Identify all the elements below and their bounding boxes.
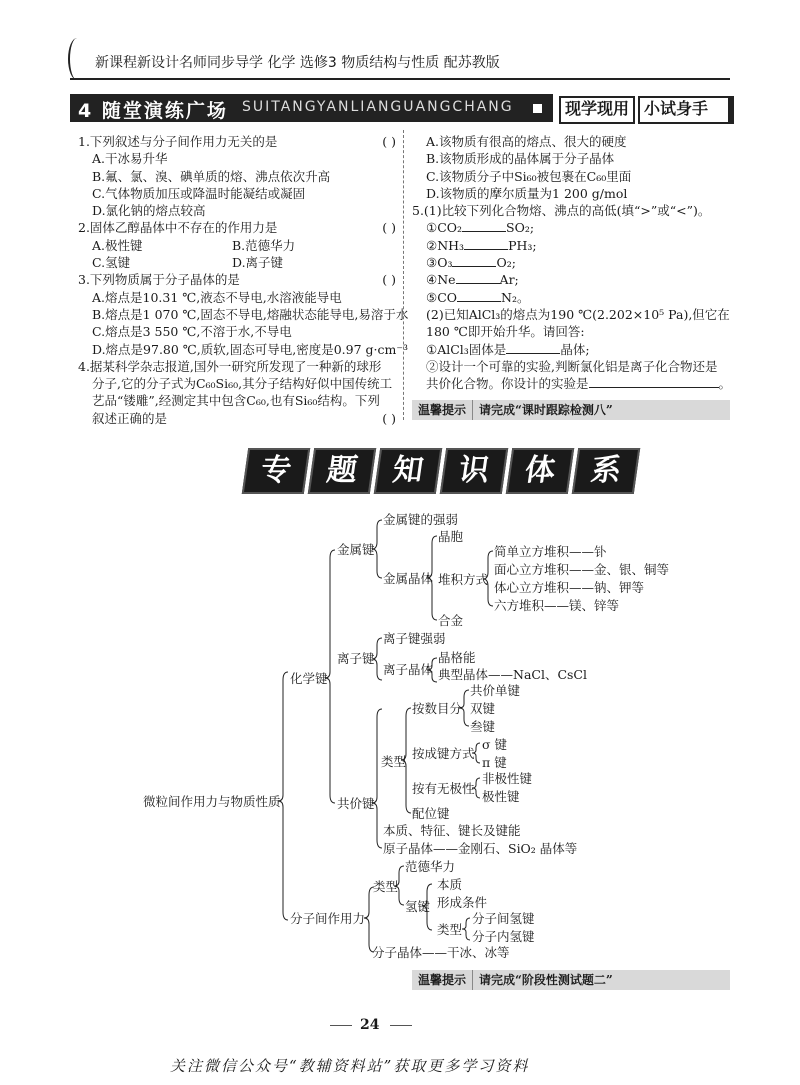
q4-option-c: C.该物质分子中Si₆₀被包裹在C₆₀里面 [426,168,632,184]
tree-hb-condition: 形成条件 [437,895,488,910]
tip-2-label: 温馨提示 [412,970,473,990]
tree-count-2: 双键 [470,701,496,716]
q1-answer-paren: ( ) [382,134,396,149]
knowledge-title-char: 专 [242,448,310,494]
q5-pair-2-a: ②NH₃ [426,237,465,253]
q5-part2-line1: (2)已知AlCl₃的熔点为190 ℃(2.202×10⁵ Pa),但它在 [426,306,730,322]
banner-tag-1: 现学现用 [559,96,635,124]
tree-essence: 本质、特征、键长及键能 [383,823,521,838]
q3-option-a: A.熔点是10.31 ℃,液态不导电,水溶液能导电 [92,289,342,305]
page-number: 24 [360,1017,380,1033]
tree-mode-1: σ 键 [482,737,508,752]
q5-sub2-text: 共价化合物。你设计的实验是 [426,376,589,392]
tree-hb-kind-1: 分子间氢键 [472,911,535,926]
tree-mode-2: π 键 [482,755,507,770]
q3-option-d: D.熔点是97.80 ℃,质软,固态可导电,密度是0.97 g·cm⁻³ [92,341,408,357]
q5-pair-5-a: ⑤CO [426,289,458,305]
knowledge-title-char: 识 [440,448,508,494]
tip-1-text: 请完成“课时跟踪检测八” [479,403,613,417]
tree-count-3: 叁键 [470,719,496,734]
q3-answer-paren: ( ) [382,272,396,288]
q4-line-3: 艺品“镂雕”,经测定其中包含C₆₀,也有Si₆₀结构。下列 [92,393,380,409]
q5-pair-3-b: O₂; [496,255,516,271]
tree-hbond: 氢键 [405,899,431,914]
q5-sub1-b: 晶体; [560,341,590,357]
tree-ionic-bond: 离子键 [337,651,375,666]
tree-packing-3: 体心立方堆积——钠、钾等 [494,580,645,595]
tree-hb-types: 类型 [437,922,463,937]
tree-by-mode: 按成键方式 [412,746,475,761]
tree-ionic-crystal: 离子晶体 [383,662,434,677]
tree-packing: 堆积方式 [438,572,489,587]
tree-hb-kind-2: 分子内氢键 [472,929,535,944]
page-number-rule-right [390,1025,412,1026]
tip-2-text: 请完成“阶段性测试题二” [479,973,613,987]
tree-packing-1: 简单立方堆积——钋 [494,544,607,559]
q2-option-b: B.范德华力 [232,237,296,253]
q4-answer-paren: ( ) [382,410,396,426]
tip-box-2 [412,970,730,990]
tree-atomic-crystal: 原子晶体——金刚石、SiO₂ 晶体等 [383,841,578,856]
tree-covalent: 共价键 [337,796,375,811]
tree-metal-bond: 金属键 [337,542,375,557]
tree-metal-crystal: 金属晶体 [383,571,434,586]
q2-option-d: D.离子键 [232,255,284,271]
knowledge-title-char: 题 [308,448,376,494]
q3-stem: 3.下列物质属于分子晶体的是 [78,272,240,288]
q4-option-b: B.该物质形成的晶体属于分子晶体 [426,151,615,167]
tree-alloy: 合金 [438,613,464,628]
q5-stem: 5.(1)比较下列化合物熔、沸点的高低(填“>”或“<”)。 [412,203,711,219]
q2-answer-paren: ( ) [382,220,396,236]
q2-stem: 2.固体乙醇晶体中不存在的作用力是 [78,220,278,236]
knowledge-title-char: 系 [572,448,640,494]
tree-lattice-energy: 晶格能 [438,650,476,665]
q4-option-a: A.该物质有很高的熔点、很大的硬度 [426,134,627,149]
tree-unit-cell: 晶胞 [438,529,464,544]
tree-ionic-strength: 离子键强弱 [383,631,446,646]
q5-part2-line2: 180 ℃即开始升华。请回答: [426,324,585,340]
knowledge-title-char: 知 [374,448,442,494]
q5-sub1-a: ①AlCl₃固体是 [426,341,507,357]
tree-packing-2: 面心立方堆积——金、银、铜等 [494,562,670,577]
q1-stem: 1.下列叙述与分子间作用力无关的是 [78,134,278,149]
tree-polarity-2: 极性键 [482,789,520,804]
q1-option-a: A.干冰易升华 [92,151,168,167]
tree-by-polarity: 按有无极性 [412,781,475,796]
tree-im-types: 类型 [373,879,399,894]
q2-option-a: A.极性键 [92,237,143,253]
q3-option-c: C.熔点是3 550 ℃,不溶于水,不导电 [92,324,292,340]
tree-polarity-1: 非极性键 [482,771,533,786]
q1-option-c: C.气体物质加压或降温时能凝结或凝固 [92,185,306,201]
tree-typical-ionic: 典型晶体——NaCl、CsCl [438,667,587,682]
q5-sub2-end: 。 [718,376,732,392]
q1-option-b: B.氟、氯、溴、碘单质的熔、沸点依次升高 [92,168,331,184]
tree-root: 微粒间作用力与物质性质 [143,794,281,809]
tree-mol-crystal: 分子晶体——干冰、冰等 [372,945,510,960]
tree-intermolecular: 分子间作用力 [290,911,366,926]
tree-count-1: 共价单键 [470,683,521,698]
q5-pair-5-b: N₂。 [501,289,530,305]
tree-by-count: 按数目分 [412,701,463,716]
q5-pair-2-b: PH₃; [508,237,537,253]
tree-hb-essence: 本质 [437,877,463,892]
tree-metal-strength: 金属键的强弱 [383,512,459,527]
tip-1-label: 温馨提示 [412,400,473,420]
q5-pair-4-a: ④Ne [426,272,456,288]
running-header: 新课程新设计名师同步导学 化学 选修3 物质结构与性质 配苏教版 [95,55,500,71]
tree-types: 类型 [381,754,407,769]
tree-vdw: 范德华力 [405,859,456,874]
q4-line-1: 4.据某科学杂志报道,国外一研究所发现了一种新的球形 [78,358,382,374]
banner-title: 4 随堂演练广场 [78,100,228,122]
footer-note: 关注微信公众号“教辅资料站”获取更多学习资料 [170,1057,530,1075]
q2-option-c: C.氢键 [92,255,131,271]
q5-pair-3-a: ③O₃ [426,255,453,271]
q4-line-2: 分子,它的分子式为C₆₀Si₆₀,其分子结构好似中国传统工 [92,376,393,392]
tree-chem-bond: 化学键 [290,671,328,686]
banner-pinyin: SUITANGYANLIANGUANGCHANG [242,99,514,115]
q4-option-d: D.该物质的摩尔质量为1 200 g/mol [426,185,628,201]
q4-last: 叙述正确的是 [92,410,168,426]
knowledge-title-char: 体 [506,448,574,494]
tree-packing-4: 六方堆积——镁、锌等 [494,598,620,613]
q5-pair-1-a: ①CO₂ [426,220,463,236]
page-number-rule-left [330,1025,352,1026]
q1-option-d: D.氯化钠的熔点较高 [92,203,206,219]
tree-coordinate: 配位键 [412,806,450,821]
q5-pair-1-b: SO₂; [506,220,535,236]
q5-sub2-line1: ②设计一个可靠的实验,判断氯化铝是离子化合物还是 [426,358,718,374]
q3-option-b: B.熔点是1 070 ℃,固态不导电,熔融状态能导电,易溶于水 [92,306,409,322]
banner-tag-2: 小试身手 [638,96,734,124]
q5-pair-4-b: Ar; [499,272,519,288]
